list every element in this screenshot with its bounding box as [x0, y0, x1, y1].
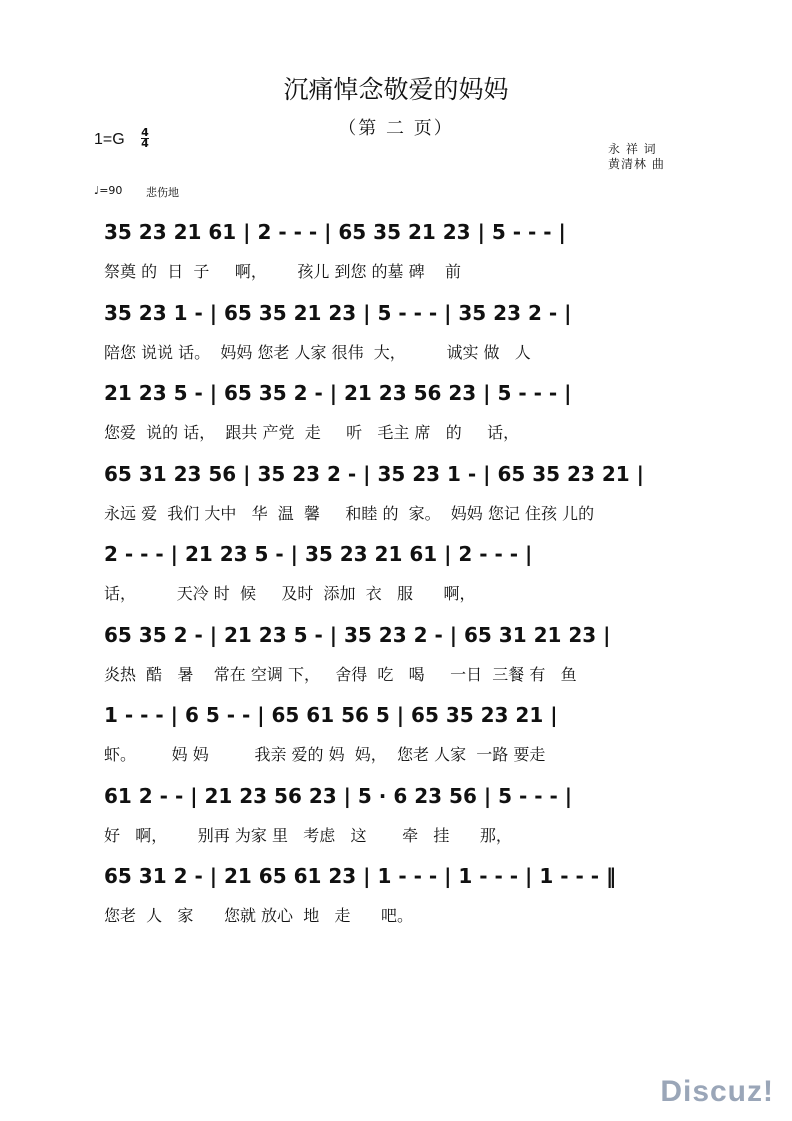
lyrics-row: 虾。 妈 妈 我亲 爱的 妈 妈， 您老 人家 一路 要走 [104, 745, 546, 764]
key-signature: 1=G [94, 131, 125, 148]
notation-row: 35 23 21 61 | 2 - - - | 65 35 21 23 | 5 - - - | [104, 220, 566, 244]
lyrics-row: 永远 爱 我们 大中 华 温 馨 和睦 的 家。 妈妈 您记 住孩 儿的 [104, 503, 595, 523]
notation-row: 1 - - - | 6 5 - - | 65 61 56 5 | 65 35 23 21 | [104, 703, 558, 727]
watermark: Discuz! [660, 1075, 774, 1108]
notation-row: 65 31 23 56 | 35 23 2 - | 35 23 1 - | 65 35 23 21 | [104, 461, 644, 486]
lyrics-row: 炎热 酷 暑 常在 空调 下， 舍得 吃 喝 一日 三餐 有 鱼 [104, 664, 577, 684]
notation-row: 61 2 - - | 21 23 56 23 | 5 · 6 23 56 | 5 - - - | [104, 783, 573, 808]
notation-row: 35 23 1 - | 65 35 21 23 | 5 - - - | 35 23 2 - | [104, 300, 572, 325]
mood-mark: 悲伤地 [146, 186, 179, 199]
tempo-mark: ♩=90 [94, 184, 123, 197]
composer-credit: 黄清林 曲 [608, 157, 665, 171]
page-subtitle: （第 二 页） [338, 118, 454, 139]
lyrics-row: 话， 天冷 时 候 及时 添加 衣 服 啊， [104, 584, 476, 603]
lyrics-row: 您爱 说的 话， 跟共 产党 走 听 毛主 席 的 话， [104, 423, 520, 442]
notation-row: 2 - - - | 21 23 5 - | 35 23 21 61 | 2 - - - | [104, 542, 533, 566]
time-signature [141, 128, 149, 149]
lyrics-row: 您老 人 家 您就 放心 地 走 吧。 [104, 906, 413, 925]
song-title: 沉痛悼念敬爱的妈妈 [283, 75, 509, 104]
lyrics-row: 好 啊， 别再 为家 里 考虑 这 牵 挂 那， [104, 825, 512, 845]
time-signature-top: 4 [141, 126, 149, 139]
lyrics-row: 陪您 说说 话。 妈妈 您老 人家 很伟 大， 诚实 做 人 [104, 342, 531, 362]
notation-row: 65 31 2 - | 21 65 61 23 | 1 - - - | 1 - - - | 1 - - - ‖ [104, 864, 616, 888]
lyricist-credit: 永 祥 词 [608, 142, 657, 156]
notation-row: 65 35 2 - | 21 23 5 - | 35 23 2 - | 65 31 21 23 | [104, 622, 611, 647]
notation-row: 21 23 5 - | 65 35 2 - | 21 23 56 23 | 5 - - - | [104, 381, 572, 405]
lyrics-row: 祭奠 的 日 子 啊， 孩儿 到您 的墓 碑 前 [104, 262, 461, 281]
time-signature-bottom: 4 [141, 137, 149, 150]
